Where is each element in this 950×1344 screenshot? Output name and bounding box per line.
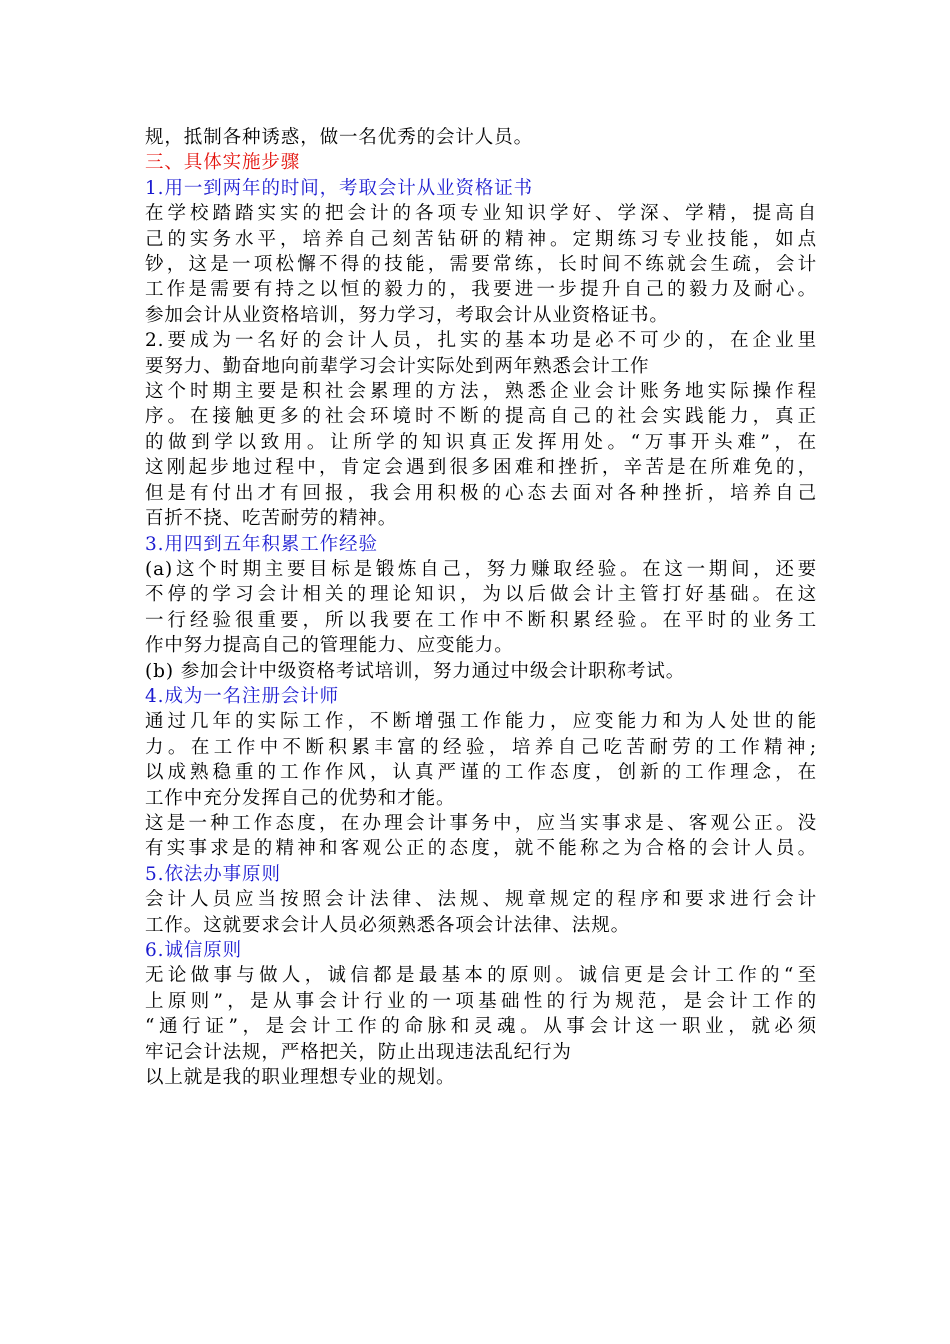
text-line: 通过几年的实际工作，不断增强工作能力，应变能力和为人处世的能 — [145, 711, 817, 733]
text-line: 上原则”，是从事会计行业的一项基础性的行为规范，是会计工作的 — [145, 990, 817, 1012]
step-heading: 3.用四到五年积累工作经验 — [145, 533, 378, 555]
text-line: 要努力、勤奋地向前辈学习会计实际处到两年熟悉会计工作 — [145, 355, 650, 377]
step-heading: 6.诚信原则 — [145, 940, 243, 961]
text-line: 这是一种工作态度，在办理会计事务中，应当实事求是、客观公正。没 — [145, 812, 817, 834]
step-heading: 5.依法办事原则 — [145, 863, 281, 885]
text-line: 力。在工作中不断积累丰富的经验，培养自己吃苦耐劳的工作精神; — [145, 736, 817, 758]
text-line: (a)这个时期主要目标是锻炼自己，努力赚取经验。在这一期间，还要 — [145, 558, 817, 580]
text-line: 己的实务水平，培养自己刻苦钻研的精神。定期练习专业技能，如点 — [145, 228, 817, 250]
text-line: 不停的学习会计相关的理论知识，为以后做会计主管打好基础。在这 — [145, 584, 817, 606]
text-line: 作中努力提高自己的管理能力、应变能力。 — [145, 635, 514, 657]
step-heading: 1.用一到两年的时间，考取会计从业资格证书 — [145, 177, 534, 199]
text-line: 工作是需要有持之以恒的毅力的，我要进一步提升自己的毅力及耐心。 — [145, 279, 817, 301]
text-line: 以成熟稳重的工作作风，认真严谨的工作态度，创新的工作理念，在 — [145, 762, 817, 784]
text-line: 会计人员应当按照会计法律、法规、规章规定的程序和要求进行会计 — [145, 889, 817, 911]
text-line: 牢记会计法规，严格把关，防止出现违法乱纪行为 — [145, 1041, 572, 1063]
text-line: 在学校踏踏实实的把会计的各项专业知识学好、学深、学精，提高自 — [145, 203, 817, 225]
text-line: 这个时期主要是积社会累理的方法，熟悉企业会计账务地实际操作程 — [145, 381, 817, 403]
text-line: 工作。这就要求会计人员必须熟悉各项会计法律、法规。 — [145, 914, 631, 936]
document-body — [145, 125, 817, 1090]
text-line: 工作中充分发挥自己的优势和才能。 — [145, 787, 456, 809]
text-line: 参加会计从业资格培训，努力学习，考取会计从业资格证书。 — [145, 304, 669, 326]
text-line: 这刚起步地过程中，肯定会遇到很多困难和挫折，辛苦是在所难免的， — [145, 457, 817, 479]
text-line: 以上就是我的职业理想专业的规划。 — [145, 1067, 456, 1089]
text-line: (b) 参加会计中级资格考试培训，努力通过中级会计职称考试。 — [145, 660, 686, 682]
step-heading: 4.成为一名注册会计师 — [145, 685, 340, 707]
section-heading: 三、具体实施步骤 — [145, 152, 301, 174]
text-line: 有实事求是的精神和客观公正的态度，就不能称之为合格的会计人员。 — [145, 838, 817, 860]
text-line: 规，抵制各种诱惑，做一名优秀的会计人员。 — [145, 127, 534, 148]
text-line: 百折不挠、吃苦耐劳的精神。 — [145, 508, 398, 530]
text-line: 一行经验很重要，所以我要在工作中不断积累经验。在平时的业务工 — [145, 609, 817, 631]
text-line: 2.要成为一名好的会计人员，扎实的基本功是必不可少的，在企业里 — [145, 330, 817, 352]
text-line: 序。在接触更多的社会环境时不断的提高自己的社会实践能力，真正 — [145, 406, 817, 428]
text-line: “通行证”，是会计工作的命脉和灵魂。从事会计这一职业，就必须 — [145, 1016, 817, 1038]
text-line: 但是有付出才有回报，我会用积极的心态去面对各种挫折，培养自己 — [145, 482, 817, 504]
text-line: 的做到学以致用。让所学的知识真正发挥用处。“万事开头难”，在 — [145, 431, 817, 453]
text-line: 钞，这是一项松懈不得的技能，需要常练，长时间不练就会生疏，会计 — [145, 254, 817, 276]
text-line: 无论做事与做人，诚信都是最基本的原则。诚信更是会计工作的“至 — [145, 965, 817, 987]
